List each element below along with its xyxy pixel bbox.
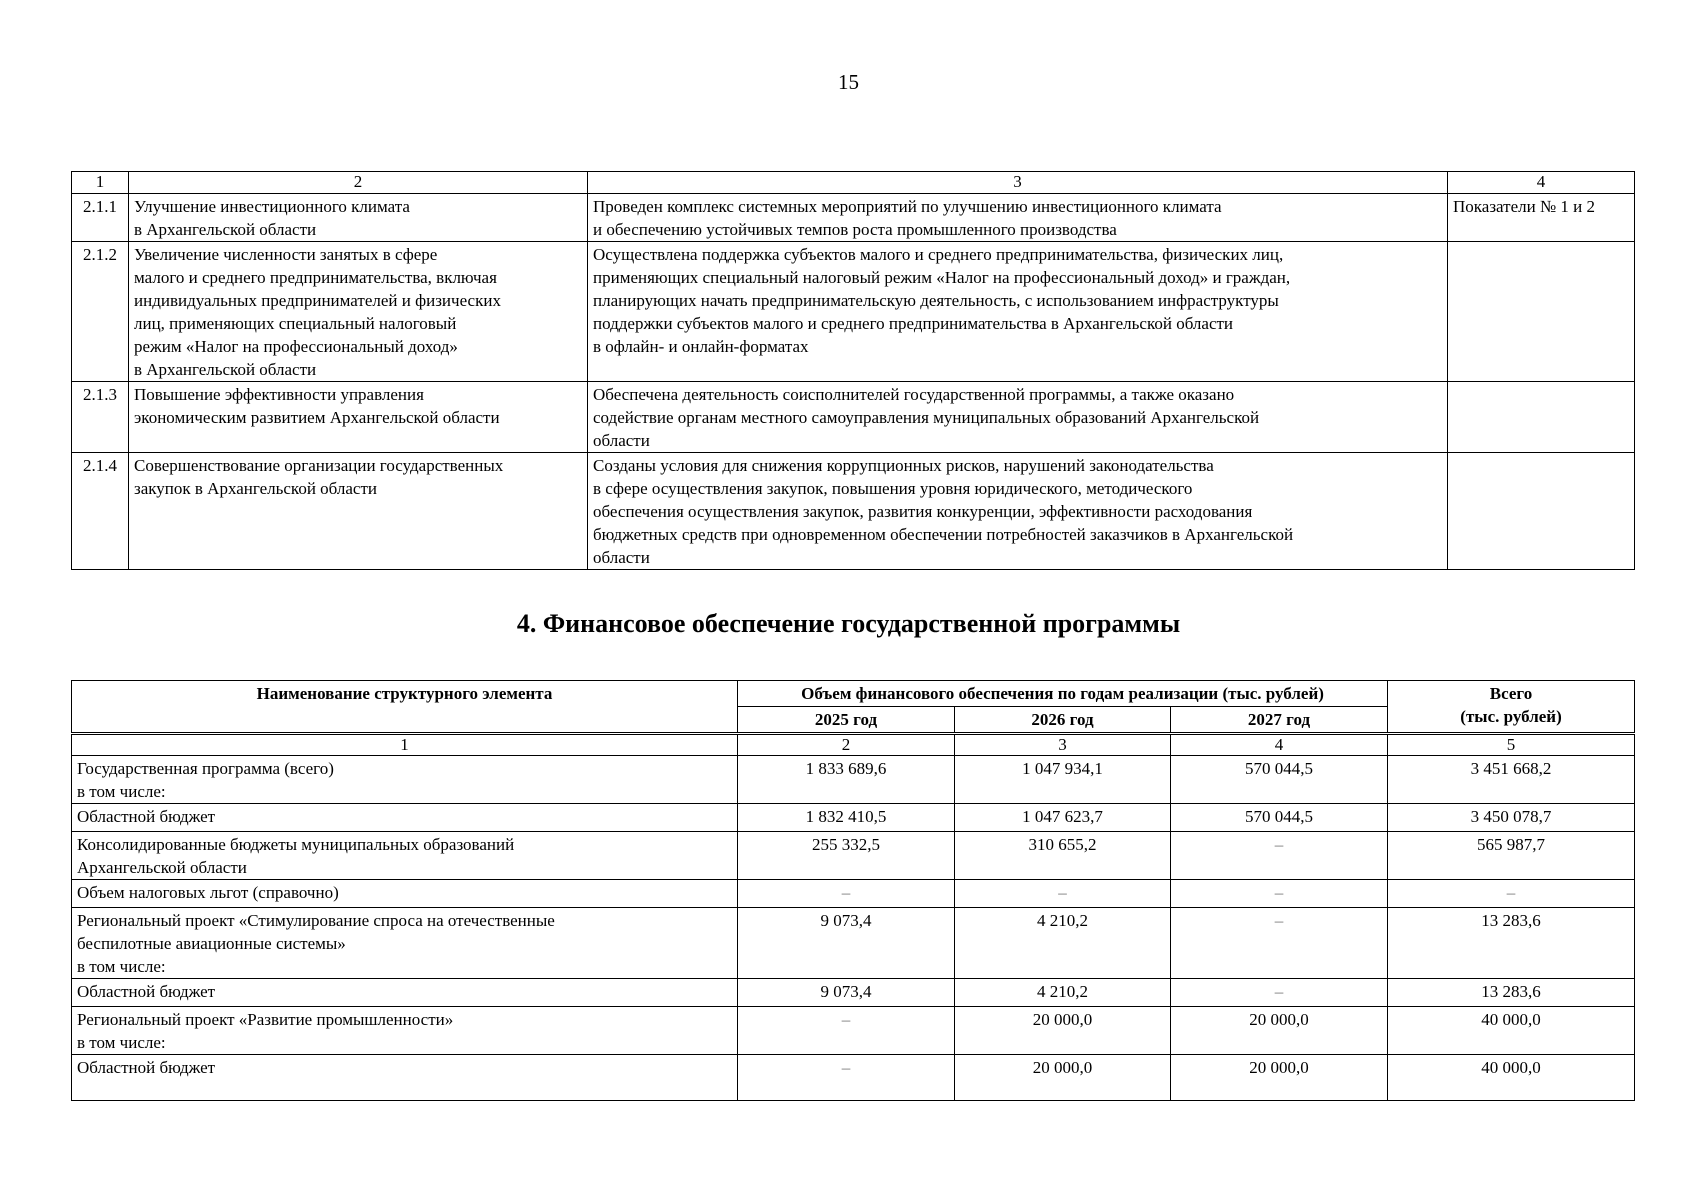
- task-cell: Совершенствование организации государственных закупок в Архангельской области: [129, 453, 588, 570]
- column-number: 4: [1171, 734, 1388, 756]
- value-2025: 255 332,5: [738, 832, 955, 880]
- table-row: [72, 979, 1635, 1007]
- column-number: 5: [1388, 734, 1635, 756]
- column-number: 1: [72, 734, 738, 756]
- value-2027: 570 044,5: [1171, 756, 1388, 804]
- column-number: 2: [129, 172, 588, 194]
- result-cell: Проведен комплекс системных мероприятий по улучшению инвестиционного климата и обеспечению устойчивых темпов роста промышленного производства: [588, 194, 1448, 242]
- value-2026: 1 047 623,7: [955, 804, 1171, 832]
- header-volume: Объем финансового обеспечения по годам реализации (тыс. рублей): [738, 681, 1388, 707]
- value-2025: –: [738, 1055, 955, 1101]
- table-row: [72, 908, 1635, 979]
- result-cell: Осуществлена поддержка субъектов малого и среднего предпринимательства, физических лиц, применяющих специальный налоговый режим «Налог на профессиональный доход» и граждан, планирующих начать предпринимательскую деятельность, с использованием инфраструктуры поддержки субъектов малого и среднего предпринимательства в Архангельской области в офлайн- и онлайн-форматах: [588, 242, 1448, 382]
- value-2026: –: [955, 880, 1171, 908]
- value-total: 3 450 078,7: [1388, 804, 1635, 832]
- value-2025: 9 073,4: [738, 979, 955, 1007]
- value-total: 13 283,6: [1388, 908, 1635, 979]
- value-2025: 1 833 689,6: [738, 756, 955, 804]
- header-total: Всего (тыс. рублей): [1388, 681, 1635, 734]
- row-number: 2.1.3: [72, 382, 129, 453]
- column-number: 3: [588, 172, 1448, 194]
- indicators-cell: Показатели № 1 и 2: [1448, 194, 1635, 242]
- table-row: [72, 194, 1635, 242]
- financing-table: [71, 680, 1635, 1101]
- value-2027: 20 000,0: [1171, 1007, 1388, 1055]
- header-row: [72, 681, 1635, 707]
- indicators-cell: [1448, 453, 1635, 570]
- value-2026: 20 000,0: [955, 1055, 1171, 1101]
- header-year: 2026 год: [955, 707, 1171, 734]
- element-name: Консолидированные бюджеты муниципальных образований Архангельской области: [72, 832, 738, 880]
- header-name: Наименование структурного элемента: [72, 681, 738, 734]
- table-row: [72, 832, 1635, 880]
- value-2026: 310 655,2: [955, 832, 1171, 880]
- task-cell: Повышение эффективности управления экономическим развитием Архангельской области: [129, 382, 588, 453]
- value-2027: –: [1171, 880, 1388, 908]
- value-2027: 20 000,0: [1171, 1055, 1388, 1101]
- value-total: 565 987,7: [1388, 832, 1635, 880]
- column-number: 3: [955, 734, 1171, 756]
- row-number: 2.1.1: [72, 194, 129, 242]
- value-2025: 1 832 410,5: [738, 804, 955, 832]
- element-name: Государственная программа (всего) в том числе:: [72, 756, 738, 804]
- value-2026: 20 000,0: [955, 1007, 1171, 1055]
- value-total: 40 000,0: [1388, 1007, 1635, 1055]
- element-name: Областной бюджет: [72, 979, 738, 1007]
- value-2026: 1 047 934,1: [955, 756, 1171, 804]
- results-table: [71, 171, 1635, 570]
- row-number: 2.1.4: [72, 453, 129, 570]
- result-cell: Созданы условия для снижения коррупционных рисков, нарушений законодательства в сфере осуществления закупок, повышения уровня юридического, методического обеспечения осуществления закупок, развития конкуренции, эффективности расходования бюджетных средств при одновременном обеспечении потребностей заказчиков в Архангельской области: [588, 453, 1448, 570]
- page-number: 15: [838, 70, 859, 94]
- table-row: [72, 382, 1635, 453]
- value-total: 3 451 668,2: [1388, 756, 1635, 804]
- section-title: 4. Финансовое обеспечение государственной программы: [516, 609, 1181, 638]
- column-number: 2: [738, 734, 955, 756]
- header-year: 2025 год: [738, 707, 955, 734]
- column-number-row: [72, 734, 1635, 756]
- value-total: –: [1388, 880, 1635, 908]
- indicators-cell: [1448, 242, 1635, 382]
- indicators-cell: [1448, 382, 1635, 453]
- column-number-row: [72, 172, 1635, 194]
- table-row: [72, 1007, 1635, 1055]
- value-2026: 4 210,2: [955, 908, 1171, 979]
- value-total: 13 283,6: [1388, 979, 1635, 1007]
- table-row: [72, 804, 1635, 832]
- task-cell: Увеличение численности занятых в сфере малого и среднего предпринимательства, включая индивидуальных предпринимателей и физических лиц, применяющих специальный налоговый режим «Налог на профессиональный доход» в Архангельской области: [129, 242, 588, 382]
- row-number: 2.1.2: [72, 242, 129, 382]
- element-name: Региональный проект «Развитие промышленности» в том числе:: [72, 1007, 738, 1055]
- task-cell: Улучшение инвестиционного климата в Архангельской области: [129, 194, 588, 242]
- value-2025: 9 073,4: [738, 908, 955, 979]
- element-name: Областной бюджет: [72, 1055, 738, 1101]
- table-row: [72, 242, 1635, 382]
- element-name: Объем налоговых льгот (справочно): [72, 880, 738, 908]
- element-name: Региональный проект «Стимулирование спроса на отечественные беспилотные авиационные системы» в том числе:: [72, 908, 738, 979]
- table-row: [72, 1055, 1635, 1101]
- value-2026: 4 210,2: [955, 979, 1171, 1007]
- table-row: [72, 880, 1635, 908]
- value-total: 40 000,0: [1388, 1055, 1635, 1101]
- value-2025: –: [738, 880, 955, 908]
- column-number: 1: [72, 172, 129, 194]
- column-number: 4: [1448, 172, 1635, 194]
- value-2027: 570 044,5: [1171, 804, 1388, 832]
- table-row: [72, 756, 1635, 804]
- value-2027: –: [1171, 908, 1388, 979]
- value-2027: –: [1171, 979, 1388, 1007]
- header-year: 2027 год: [1171, 707, 1388, 734]
- value-2027: –: [1171, 832, 1388, 880]
- value-2025: –: [738, 1007, 955, 1055]
- result-cell: Обеспечена деятельность соисполнителей государственной программы, а также оказано содействие органам местного самоуправления муниципальных образований Архангельской области: [588, 382, 1448, 453]
- table-row: [72, 453, 1635, 570]
- element-name: Областной бюджет: [72, 804, 738, 832]
